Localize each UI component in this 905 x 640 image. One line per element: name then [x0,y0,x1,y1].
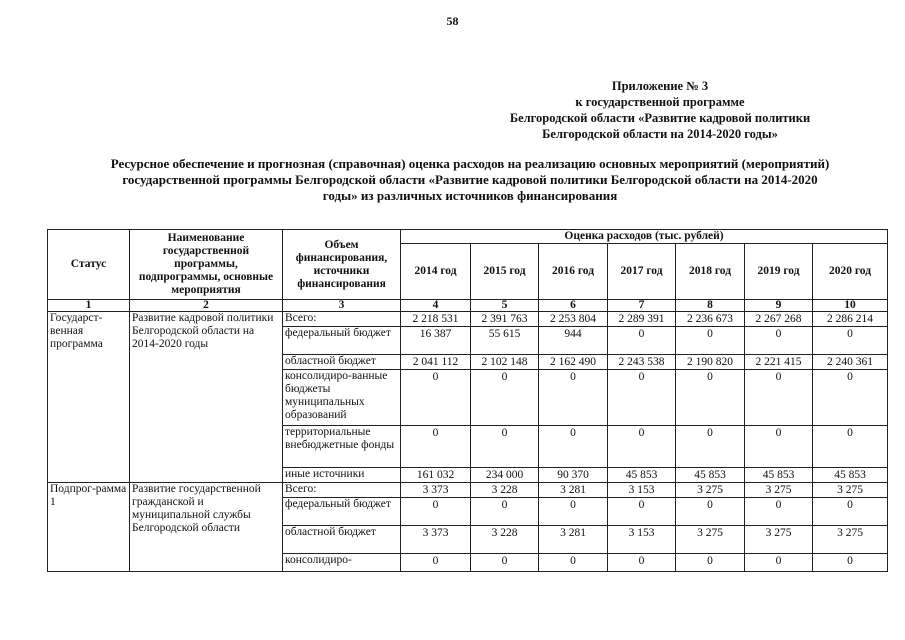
value-cell: 0 [471,426,539,468]
value-cell: 0 [676,554,745,572]
funding-table [47,229,888,572]
value-cell: 3 153 [608,483,676,498]
value-cell: 0 [745,327,813,355]
column-number: 5 [471,300,539,312]
value-cell: 3 228 [471,483,539,498]
value-cell: 90 370 [539,468,608,483]
value-cell: 2 240 361 [813,355,888,370]
value-cell: 0 [745,554,813,572]
value-cell: 3 153 [608,526,676,554]
value-cell: 2 391 763 [471,312,539,327]
title-line: государственной программы Белгородской области «Развитие кадровой политики Белгородской области на 2014-2020 [122,172,818,187]
value-cell: 0 [401,498,471,526]
value-cell: 45 853 [676,468,745,483]
title-line: годы» из различных источников финансирования [322,188,618,203]
value-cell: 0 [676,498,745,526]
source-cell: федеральный бюджет [283,327,401,355]
appendix-line: Приложение № 3 [611,79,709,93]
value-cell: 3 275 [745,483,813,498]
value-cell: 161 032 [401,468,471,483]
column-number: 1 [48,300,130,312]
value-cell: 45 853 [608,468,676,483]
value-cell: 2 289 391 [608,312,676,327]
value-cell: 3 373 [401,483,471,498]
page-number: 58 [446,14,459,28]
value-cell: 45 853 [745,468,813,483]
document-title [40,156,900,204]
status-cell: Подпрог-рамма 1 [48,483,130,572]
value-cell: 45 853 [813,468,888,483]
column-number: 3 [283,300,401,312]
value-cell: 2 236 673 [676,312,745,327]
column-number: 2 [130,300,283,312]
column-number: 6 [539,300,608,312]
value-cell: 0 [813,370,888,426]
value-cell: 3 228 [471,526,539,554]
value-cell: 2 243 538 [608,355,676,370]
value-cell: 3 373 [401,526,471,554]
source-cell: областной бюджет [283,355,401,370]
value-cell: 0 [401,554,471,572]
value-cell: 3 281 [539,483,608,498]
appendix-header [440,78,880,142]
header-year: 2018 год [676,244,745,300]
value-cell: 234 000 [471,468,539,483]
value-cell: 0 [608,498,676,526]
value-cell: 0 [676,426,745,468]
value-cell: 0 [608,554,676,572]
table-row [48,312,888,327]
value-cell: 3 275 [813,483,888,498]
value-cell: 3 275 [676,526,745,554]
header-estimate: Оценка расходов (тыс. рублей) [401,230,888,244]
value-cell: 2 102 148 [471,355,539,370]
source-cell: иные источники [283,468,401,483]
value-cell: 0 [676,370,745,426]
value-cell: 2 253 804 [539,312,608,327]
value-cell: 3 275 [676,483,745,498]
header-year: 2020 год [813,244,888,300]
column-number: 8 [676,300,745,312]
value-cell: 0 [745,426,813,468]
appendix-line: к государственной программе [575,95,745,109]
value-cell: 0 [539,498,608,526]
value-cell: 0 [471,370,539,426]
source-cell: федеральный бюджет [283,498,401,526]
value-cell: 2 267 268 [745,312,813,327]
status-cell: Государст-венная программа [48,312,130,483]
value-cell: 0 [745,498,813,526]
value-cell: 0 [813,426,888,468]
appendix-line: Белгородской области «Развитие кадровой политики [509,111,811,125]
value-cell: 0 [813,327,888,355]
value-cell: 2 221 415 [745,355,813,370]
source-cell: Всего: [283,483,401,498]
value-cell: 944 [539,327,608,355]
value-cell: 0 [539,554,608,572]
program-name-cell: Развитие кадровой политики Белгородской области на 2014-2020 годы [130,312,283,483]
column-number: 9 [745,300,813,312]
source-cell: территориальные внебюджетные фонды [283,426,401,468]
value-cell: 0 [608,426,676,468]
appendix-line: Белгородской области на 2014-2020 годы» [542,127,778,141]
value-cell: 2 041 112 [401,355,471,370]
column-number: 4 [401,300,471,312]
header-year: 2016 год [539,244,608,300]
header-status: Статус [48,230,130,300]
header-year: 2019 год [745,244,813,300]
value-cell: 0 [608,370,676,426]
value-cell: 55 615 [471,327,539,355]
program-name-cell: Развитие государственной гражданской и муниципальной службы Белгородской области [130,483,283,572]
value-cell: 0 [813,498,888,526]
value-cell: 2 190 820 [676,355,745,370]
source-cell: Всего: [283,312,401,327]
title-line: Ресурсное обеспечение и прогнозная (справочная) оценка расходов на реализацию основных мероприятий (мероприятий) [110,156,830,171]
header-name: Наименование государственной программы, подпрограммы, основные мероприятия [130,230,283,300]
header-volume: Объем финансирования, источники финансирования [283,230,401,300]
value-cell: 0 [401,370,471,426]
header-year: 2015 год [471,244,539,300]
source-cell: областной бюджет [283,526,401,554]
column-number: 10 [813,300,888,312]
source-cell: консолидиро-ванные бюджеты муниципальных образований [283,370,401,426]
value-cell: 0 [471,498,539,526]
header-year: 2017 год [608,244,676,300]
value-cell: 0 [608,327,676,355]
value-cell: 3 281 [539,526,608,554]
header-year: 2014 год [401,244,471,300]
value-cell: 2 218 531 [401,312,471,327]
value-cell: 0 [813,554,888,572]
column-number: 7 [608,300,676,312]
value-cell: 0 [745,370,813,426]
value-cell: 0 [676,327,745,355]
value-cell: 0 [539,426,608,468]
value-cell: 2 286 214 [813,312,888,327]
value-cell: 0 [539,370,608,426]
value-cell: 2 162 490 [539,355,608,370]
value-cell: 16 387 [401,327,471,355]
table-row [48,483,888,498]
value-cell: 3 275 [813,526,888,554]
value-cell: 0 [401,426,471,468]
source-cell: консолидиро- [283,554,401,572]
value-cell: 0 [471,554,539,572]
value-cell: 3 275 [745,526,813,554]
